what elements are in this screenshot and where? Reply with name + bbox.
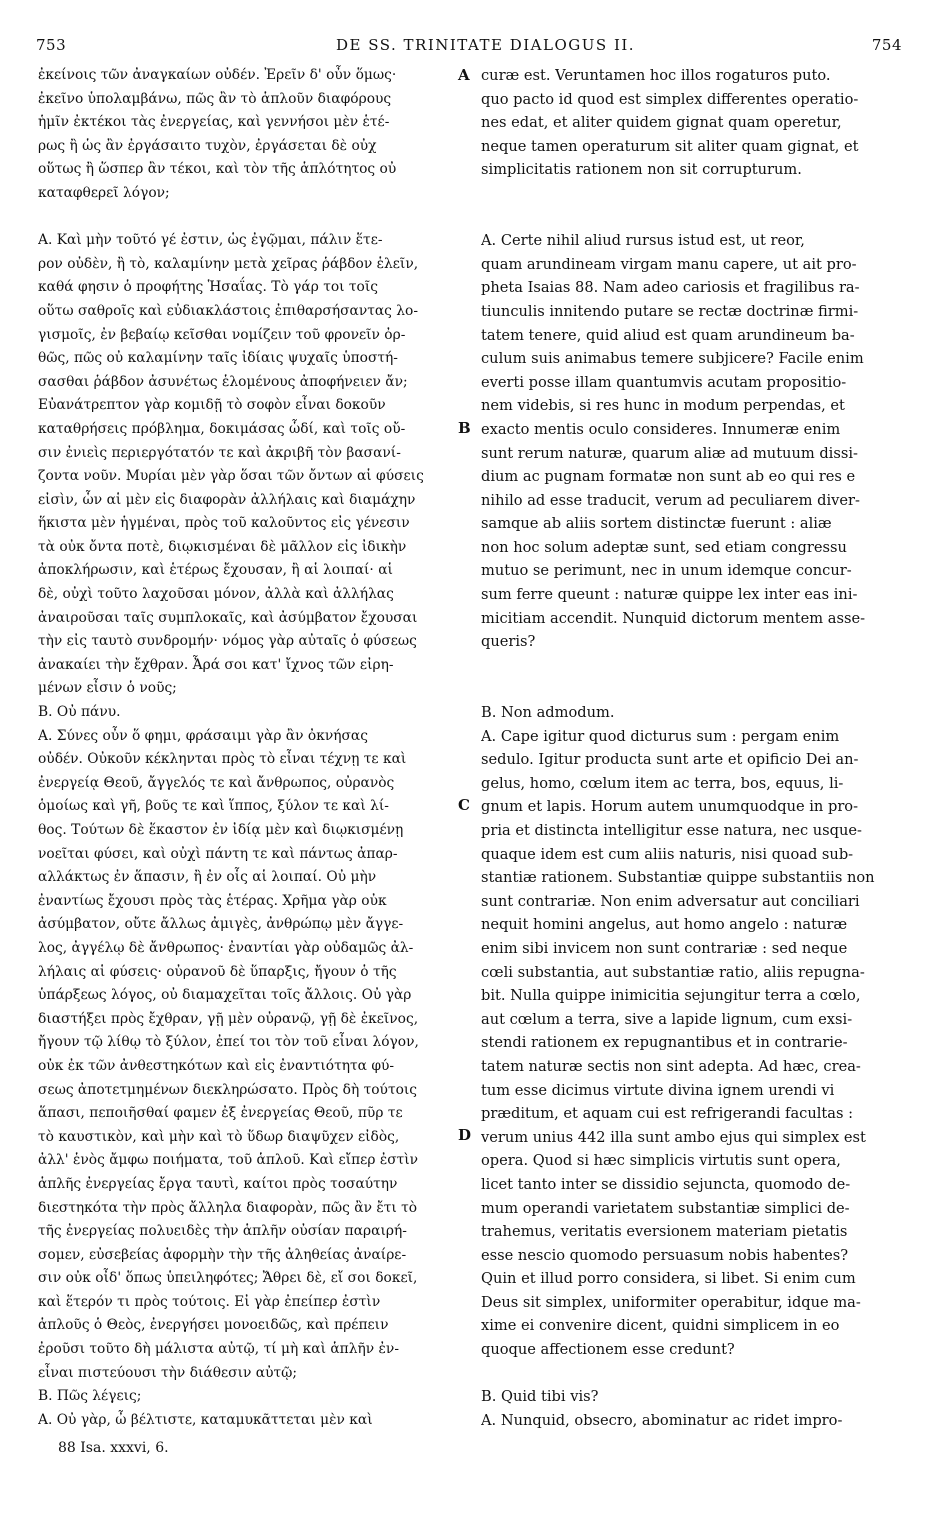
margin-marker-a: A (458, 66, 470, 84)
greek-text-line: εἶναι πιστεύουσι τὴν διάθεσιν αὐτῷ; (38, 1364, 298, 1381)
greek-text-line: ἡμῖν ἐκτέκοι τὰς ἐνεργείας, καὶ γεννήσοι μὲν ἑτέ- (38, 114, 390, 131)
latin-text-line: quoque affectionem esse credunt? (481, 1341, 735, 1359)
latin-text-line: quam arundineam virgam manu capere, ut ait pro- (481, 255, 857, 273)
latin-text-line: A. Nunquid, obsecro, abominatur ac ridet impro- (481, 1411, 843, 1429)
latin-text-line (481, 677, 895, 701)
greek-text-line: Β. Οὐ πάνυ. (38, 704, 121, 721)
latin-text-line: cœli substantia, aut substantiæ ratio, aliis repugna- (481, 963, 865, 981)
latin-text-line: licet tanto inter se dissidio sejuncta, quomodo de- (481, 1175, 851, 1193)
latin-text-line: præditum, et aquam cui est refrigerandi facultas : (481, 1105, 854, 1123)
latin-text-line: tum esse dicimus virtute divina ignem urendi vi (481, 1081, 835, 1099)
latin-text-line: curæ est. Veruntamen hoc illos rogaturos puto. (481, 67, 831, 84)
latin-text-line: xime ei convenire dicent, quidni simplicem in eo (481, 1317, 840, 1335)
greek-text-line: σασθαι ῥάβδον ἀσυνέτως ἑλομένους ἀποφήνειεν ἄν; (38, 373, 408, 390)
latin-text-line: verum unius 442 illa sunt ambo ejus qui simplex est (481, 1128, 866, 1146)
greek-text-line: ἐροῦσι τοῦτο δὴ μάλιστα αὐτῷ, τί μὴ καὶ ἁπλῆν ἐν- (38, 1341, 399, 1358)
greek-text-line: ἀλλ' ἑνὸς ἄμφω ποιήματα, τοῦ ἁπλοῦ. Καὶ εἴπερ ἐστὶν (38, 1152, 419, 1169)
latin-text-line: mutuo se perimunt, nec in unum idemque concur- (481, 562, 852, 580)
latin-text-line: sunt rerum naturæ, quarum aliæ ad mutuum dissi- (481, 444, 858, 462)
greek-text-line: οὐδέν. Οὐκοῦν κέκληνται πρὸς τὸ εἶναι τέχνῃ τε καὶ (38, 751, 407, 768)
greek-text-line: αλλάκτως ἐν ἅπασιν, ἢ ἐν οἷς αἱ λοιπαί. Οὐ μὴν (38, 869, 377, 886)
latin-text-line: stantiæ rationem. Substantiæ quippe substantiis non (481, 869, 875, 887)
latin-text-line: gelus, homo, cœlum item ac terra, bos, equus, li- (481, 774, 844, 792)
greek-text-line: τὸ καυστικὸν, καὶ μὴν καὶ τὸ ὕδωρ διαψῦχεν εἰδὸς, (38, 1128, 400, 1145)
greek-text-line: ἐναντίως ἔχουσι πρὸς τὰς ἑτέρας. Χρῆμα γὰρ οὐκ (38, 892, 387, 909)
latin-text-line: everti posse illam quantumvis acutam propositio- (481, 373, 847, 391)
latin-text-line: sunt contrariæ. Non enim adversatur aut conciliari (481, 892, 860, 910)
footnote: 88 Isa. xxxvi, 6. (58, 1440, 169, 1456)
latin-text-line: exacto mentis oculo consideres. Innumeræ enim (481, 420, 841, 438)
greek-text-line: ἐνεργείᾳ Θεοῦ, ἄγγελός τε καὶ ἄνθρωπος, οὐρανὸς (38, 774, 395, 791)
latin-text-line: nequit homini angelus, aut homo angelo : naturæ (481, 916, 848, 934)
greek-text-line: τὴν εἰς ταυτὸ συνδρομήν· νόμος γὰρ αὐταῖς ὁ φύσεως (38, 633, 417, 650)
latin-text-line: tatem naturæ sectis non sint adepta. Ad hæc, crea- (481, 1057, 861, 1075)
greek-text-line: τῆς ἐνεργείας πολυειδὲς τὴν ἁπλῆν οὐσίαν παραιρή- (38, 1223, 407, 1240)
greek-text-line: θῶς, πῶς οὐ καλαμίνην ταῖς ἰδίαις ψυχαῖς ὑποστή- (38, 350, 398, 367)
greek-text-line: ὑπάρξεως λόγος, οὐ διαμαχεῖται τοῖς ἄλλοις. Οὐ γὰρ (38, 987, 412, 1004)
greek-text-line: ἤγουν τῷ λίθῳ τὸ ξύλον, ἐπεί τοι τὸν τοῦ εἶναι λόγον, (38, 1034, 419, 1051)
latin-text-line: aut cœlum a terra, sive a lapide lignum, cum exsi- (481, 1010, 853, 1028)
greek-text-line: καταθρήσεις πρόβλημα, δοκιμάσας ὧδί, καὶ τοῖς οὔ- (38, 420, 406, 437)
greek-text-line: ζοντα νοῦν. Μυρίαι μὲν γὰρ ὅσαι τῶν ὄντων αἱ φύσεις (38, 468, 424, 485)
greek-text-line: οὕτω σαθροῖς καὶ εὐδιακλάστοις ἐπιθαρσήσαντας λο- (38, 302, 419, 319)
greek-text-line: ἀναιροῦσαι ταῖς συμπλοκαῖς, καὶ ἀσύμβατον ἔχουσαι (38, 609, 418, 626)
margin-marker-c: C (458, 796, 470, 814)
greek-text-line: ἀσύμβατον, οὔτε ἄλλως ἀμιγὲς, ἀνθρώπῳ μὲν ἄγγε- (38, 916, 404, 933)
latin-text-line (481, 654, 895, 678)
latin-text-line: neque tamen operaturum sit aliter quam gignat, et (481, 137, 859, 155)
greek-text-line: σεως ἀποτετμημένων διεκληρώσατο. Πρὸς δὴ τούτοις (38, 1081, 418, 1098)
greek-text-line: Β. Πῶς λέγεις; (38, 1388, 142, 1405)
latin-text-line: trahemus, veritatis eversionem materiam pietatis (481, 1223, 848, 1241)
latin-text-line: nes edat, et aliter quidem gignat quam operetur, (481, 114, 842, 132)
latin-text-line: bit. Nulla quippe inimicitia sejungitur terra a cœlo, (481, 987, 861, 1005)
greek-text-line: καὶ ἕτερόν τι πρὸς τούτοις. Εἰ γὰρ ἐπείπερ ἐστὶν (38, 1293, 381, 1310)
greek-text-line: σομεν, εὐσεβείας ἀφορμὴν τὴν τῆς ἀληθείας ἀναίρε- (38, 1246, 407, 1263)
latin-text-line (481, 206, 895, 230)
page-header (36, 36, 902, 56)
latin-text-line: sum ferre queunt : naturæ quippe lex inter eas ini- (481, 586, 858, 604)
latin-text-line: A. Cape igitur quod dicturus sum : pergam enim (481, 727, 840, 745)
greek-text-line: τὰ οὐκ ὄντα ποτὲ, διῳκισμέναι δὲ μᾶλλον εἰς ἰδικὴν (38, 538, 407, 555)
greek-text-line: δὲ, οὐχὶ τοῦτο λαχοῦσαι μόνον, ἀλλὰ καὶ ἀλλήλας (38, 586, 394, 603)
greek-text-line: ἀποκλήρωσιν, καὶ ἑτέρως ἔχουσαν, ἢ αἱ λοιπαί· αἱ (38, 562, 393, 579)
latin-text-line: mum operandi varietatem substantiæ simplici de- (481, 1199, 850, 1217)
latin-text-line: Quin et illud porro considera, si libet. Si enim cum (481, 1270, 856, 1288)
greek-text-line: σιν οὐκ οἶδ' ὅπως ὑπειληφότες; Ἄθρει δὲ, εἴ σοι δοκεῖ, (38, 1270, 418, 1287)
greek-text-line: Α. Καὶ μὴν τοῦτό γέ ἐστιν, ὡς ἐγῷμαι, πάλιν ἕτε- (38, 232, 383, 249)
latin-text-line: culum suis animabus temere subjicere? Facile enim (481, 350, 864, 368)
greek-text-line: μένων εἶσιν ὁ νοῦς; (38, 680, 177, 697)
greek-text-line: ἅπασι, πεποιῆσθαί φαμεν ἐξ ἐνεργείας Θεοῦ, πῦρ τε (38, 1105, 403, 1122)
greek-text-line: ἥκιστα μὲν ἡγμέναι, πρὸς τοῦ καλοῦντος εἰς γένεσιν (38, 515, 410, 532)
latin-text-line: pria et distincta intelligitur esse natura, nec usque- (481, 822, 862, 839)
greek-text-line: θος. Τούτων δὲ ἕκαστον ἐν ἰδίᾳ μὲν καὶ διῳκισμένῃ (38, 822, 404, 838)
latin-text-line: queris? (481, 633, 536, 651)
greek-text-line: καταφθερεῖ λόγον; (38, 184, 170, 201)
latin-text-line: opera. Quod si hæc simplicis virtutis sunt opera, (481, 1152, 841, 1170)
greek-text-line: ὁμοίως καὶ γῆ, βοῦς τε καὶ ἵππος, ξύλον τε καὶ λί- (38, 798, 389, 815)
latin-text-line: enim sibi invicem non sunt contrariæ : sed neque (481, 939, 848, 957)
greek-text-line: οὐκ ἐκ τῶν ἀνθεστηκότων καὶ εἰς ἐναντιότητα φύ- (38, 1057, 395, 1074)
greek-text-line: ἀνακαίει τὴν ἔχθραν. Ἆρά σοι κατ' ἴχνος τῶν εἰρη- (38, 656, 394, 673)
greek-text-line: Α. Σύνες οὖν ὅ φημι, φράσαιμι γὰρ ἂν ὀκνήσας (38, 727, 368, 744)
margin-marker-b: B (458, 419, 471, 437)
greek-text-line: ἁπλῆς ἐνεργείας ἔργα ταυτὶ, καίτοι πρὸς τοσαύτην (38, 1175, 398, 1192)
page-number-left: 753 (36, 36, 67, 54)
latin-text-line: esse nescio quomodo persuasum nobis habentes? (481, 1246, 849, 1264)
margin-marker-d: D (458, 1126, 472, 1144)
greek-text-line: σιν ἐνιεὶς περιεργότατόν τε καὶ ἀκριβῆ τὸν βασανί- (38, 444, 401, 461)
latin-text-line: B. Quid tibi vis? (481, 1388, 599, 1406)
running-title: DE SS. TRINITATE DIALOGUS II. (336, 36, 636, 54)
latin-text-line: simplicitatis rationem non sit corrupturum. (481, 161, 802, 179)
greek-text-line: ἐκεῖνο ὑπολαμβάνω, πῶς ἂν τὸ ἁπλοῦν διαφόρους (38, 90, 392, 107)
latin-text-line (481, 182, 895, 206)
greek-text-line: εἰσὶν, ὧν αἱ μὲν εἰς διαφορὰν ἀλλήλαις καὶ διαμάχην (38, 491, 416, 508)
latin-text-line: pheta Isaias 88. Nam adeo cariosis et fragilibus ra- (481, 279, 860, 297)
latin-text-column (481, 64, 895, 1432)
greek-text-line: Α. Οὐ γὰρ, ὦ βέλτιστε, καταμυκᾶττεται μὲν καὶ (38, 1411, 373, 1428)
greek-text-line: ρως ἢ ὡς ἂν ἐργάσαιτο τυχὸν, ἐργάσεται δὲ οὐχ (38, 137, 377, 154)
greek-text-line: λήλαις αἱ φύσεις· οὐρανοῦ δὲ ὕπαρξις, ἤγουν ὁ τῆς (38, 963, 397, 980)
latin-text-line: nem videbis, si res hunc in modum perpendas, et (481, 397, 845, 415)
greek-text-line: καθά φησιν ὁ προφήτης Ἡσαΐας. Τὸ γάρ τοι τοῖς (38, 279, 379, 296)
latin-text-line: B. Non admodum. (481, 704, 615, 722)
latin-text-line: sedulo. Igitur producta sunt arte et opificio Dei an- (481, 751, 859, 769)
latin-text-line: gnum et lapis. Horum autem unumquodque in pro- (481, 798, 859, 816)
greek-text-line: νοεῖται φύσει, καὶ οὐχὶ πάντη τε καὶ πάντως ἀπαρ- (38, 845, 398, 862)
latin-text-line: dium ac pugnam formatæ non sunt ab eo qui res e (481, 468, 856, 486)
greek-text-line: λος, ἀγγέλῳ δὲ ἄνθρωπος· ἐναντίαι γὰρ οὐδαμῶς ἀλ- (38, 939, 414, 956)
latin-text-line: tiunculis innitendo putare se rectæ doctrinæ firmi- (481, 302, 859, 320)
greek-text-line: ἐκείνοις τῶν ἀναγκαίων οὐδέν. Ἐρεῖν δ' οὖν ὅμως· (38, 67, 397, 83)
greek-text-line: ἁπλοῦς ὁ Θεὸς, ἐνεργήσει μονοειδῶς, καὶ πρέπειν (38, 1317, 389, 1334)
latin-text-line: A. Certe nihil aliud rursus istud est, ut reor, (481, 232, 805, 250)
greek-text-column (38, 64, 456, 1432)
latin-text-line: Deus sit simplex, uniformiter operabitur, idque ma- (481, 1293, 861, 1311)
latin-text-line: quo pacto id quod est simplex differentes operatio- (481, 90, 859, 108)
page-number-right: 754 (871, 36, 902, 54)
greek-text-line: Εὐανάτρεπτον γὰρ κομιδῇ τὸ σοφὸν εἶναι δοκοῦν (38, 397, 386, 414)
greek-text-line: διεστηκότα τὴν πρὸς ἄλληλα διαφορὰν, πῶς ἂν ἔτι τὸ (38, 1199, 418, 1216)
greek-text-line: οὕτως ἢ ὥσπερ ἂν τέκοι, καὶ τὸν τῆς ἁπλότητος οὐ (38, 161, 397, 178)
greek-text-line: γισμοῖς, ἐν βεβαίῳ κεῖσθαι νομίζειν τοῦ φρονεῖν ὀρ- (38, 326, 406, 343)
latin-text-line: non hoc solum adeptæ sunt, sed etiam congressu (481, 538, 847, 556)
greek-text-line: διαστήξει πρὸς ἔχθραν, γῇ μὲν οὐρανῷ, γῇ δὲ ἐκεῖνος, (38, 1010, 419, 1027)
latin-text-line: tatem tenere, quid aliud est quam arundineum ba- (481, 326, 855, 344)
latin-text-line: nihilo ad esse traducit, verum ad peculiarem diver- (481, 491, 860, 509)
latin-text-line: samque ab aliis sortem distinctæ fuerunt : aliæ (481, 515, 832, 533)
greek-text-line: ρον οὐδὲν, ἢ τὸ, καλαμίνην μετὰ χεῖρας ῥάβδον ἑλεῖν, (38, 255, 419, 272)
greek-text-line (38, 206, 456, 230)
latin-text-line (481, 1362, 895, 1386)
latin-text-line: quaque idem est cum aliis naturis, nisi quoad sub- (481, 845, 854, 863)
latin-text-line: micitiam accendit. Nunquid dictorum mentem asse- (481, 609, 866, 627)
latin-text-line: stendi rationem ex repugnantibus et in contrarie- (481, 1034, 848, 1052)
